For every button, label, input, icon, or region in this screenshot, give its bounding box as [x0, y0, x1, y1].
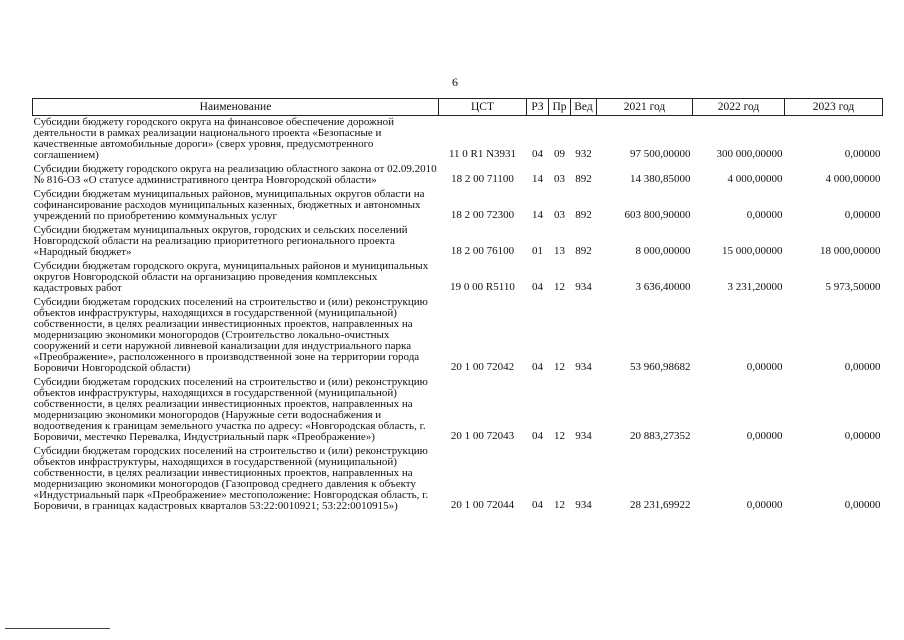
header-rz: РЗ	[527, 99, 549, 116]
header-2022: 2022 год	[693, 99, 785, 116]
row-2022: 300 000,00000	[716, 148, 783, 160]
row-cst: 20 1 00 72044	[450, 499, 515, 511]
row-ved: 934	[575, 499, 592, 511]
row-pr: 09	[554, 148, 565, 160]
row-ved: 932	[575, 148, 592, 160]
row-2021: 20 883,27352	[630, 430, 691, 442]
row-2023: 4 000,00000	[825, 173, 881, 185]
row-pr: 12	[554, 430, 565, 442]
row-2022: 0,00000	[746, 209, 783, 221]
row-rz: 01	[532, 245, 543, 257]
table-row	[33, 116, 883, 164]
row-2023: 18 000,00000	[820, 245, 881, 257]
row-cst: 20 1 00 72042	[450, 361, 515, 373]
budget-table	[32, 98, 883, 514]
row-2023: 5 973,50000	[825, 281, 881, 293]
row-pr: 03	[554, 173, 565, 185]
row-cst: 19 0 00 R5110	[450, 281, 515, 293]
header-ved: Вед	[571, 99, 597, 116]
row-name: Субсидии бюджетам муниципальных округов, городских и сельских поселений Новгородской области на реализацию приоритетного регионального проекта «Народный бюджет»	[33, 224, 408, 258]
header-2023: 2023 год	[785, 99, 883, 116]
row-name: Субсидии бюджетам городского округа, муниципальных районов и муниципальных округов Новгородской области на организацию проведения комплексных кадастровых работ	[33, 260, 429, 294]
row-cst: 18 2 00 76100	[450, 245, 515, 257]
row-ved: 892	[575, 209, 592, 221]
row-2022: 0,00000	[746, 361, 783, 373]
row-2022: 3 231,20000	[727, 281, 783, 293]
row-name: Субсидии бюджету городского округа на финансовое обеспечение дорожной деятельности в рамках реализации национального проекта «Безопасные и качественные автомобильные дороги» (сверх уровня, предусмотренного соглашением)	[33, 116, 394, 161]
row-2023: 0,00000	[844, 209, 881, 221]
row-2021: 14 380,85000	[630, 173, 691, 185]
row-name: Субсидии бюджету городского округа на реализацию областного закона от 02.09.2010 № 816-ОЗ «О статусе административного центра Новгородской области»	[33, 163, 437, 186]
row-2021: 3 636,40000	[635, 281, 691, 293]
row-ved: 934	[575, 430, 592, 442]
row-cst: 18 2 00 72300	[450, 209, 515, 221]
row-rz: 04	[532, 499, 543, 511]
row-name: Субсидии бюджетам городских поселений на строительство и (или) реконструкцию объектов инфраструктуры, находящихся в государственной (муниципальной) собственности, в целях реализации инвестиционных проектов, направленных на модернизацию экономики моногородов (Наружные сети водоснабжения и водоотведения к границам земельного участка по адресу: «Новгородская область, г. Боровичи, местечко Перевалка, Индустриальный парк «Преображение»)	[33, 376, 428, 443]
table-row	[33, 445, 883, 514]
row-rz: 14	[532, 209, 543, 221]
row-ved: 892	[575, 245, 592, 257]
row-2023: 0,00000	[844, 148, 881, 160]
row-2021: 97 500,00000	[630, 148, 691, 160]
row-2022: 4 000,00000	[727, 173, 783, 185]
row-2023: 0,00000	[844, 499, 881, 511]
row-pr: 12	[554, 361, 565, 373]
row-2022: 0,00000	[746, 499, 783, 511]
table-row	[33, 224, 883, 260]
row-2021: 53 960,98682	[630, 361, 691, 373]
row-pr: 13	[554, 245, 565, 257]
row-2021: 28 231,69922	[630, 499, 691, 511]
row-cst: 11 0 R1 N3931	[448, 148, 517, 160]
row-2023: 0,00000	[844, 361, 881, 373]
row-ved: 934	[575, 281, 592, 293]
row-rz: 04	[532, 361, 543, 373]
row-2021: 603 800,90000	[624, 209, 691, 221]
header-2021: 2021 год	[597, 99, 693, 116]
row-ved: 934	[575, 361, 592, 373]
table-row	[33, 260, 883, 296]
table-row	[33, 296, 883, 376]
header-pr: Пр	[549, 99, 571, 116]
row-name: Субсидии бюджетам городских поселений на строительство и (или) реконструкцию объектов инфраструктуры, находящихся в государственной (муниципальной) собственности, в целях реализации инвестиционных проектов, направленных на модернизацию экономики моногородов (Газопровод среднего давления к объекту «Индустриальный парк «Преображение» местоположение: Новгородская область, г. Боровичи, в границах кадастровых кварталов 53:22:0010921; 53:22:0010915»)	[33, 445, 429, 512]
row-pr: 12	[554, 499, 565, 511]
row-rz: 04	[532, 430, 543, 442]
row-pr: 12	[554, 281, 565, 293]
row-rz: 04	[532, 148, 543, 160]
page-number: 6	[452, 75, 458, 89]
row-2023: 0,00000	[844, 430, 881, 442]
row-name: Субсидии бюджетам муниципальных районов, муниципальных округов области на софинансирование расходов муниципальных казенных, бюджетных и автономных учреждений по приобретению коммунальных услуг	[33, 188, 425, 222]
row-rz: 14	[532, 173, 543, 185]
bottom-divider	[5, 628, 110, 629]
row-rz: 04	[532, 281, 543, 293]
row-2021: 8 000,00000	[635, 245, 691, 257]
table-row	[33, 376, 883, 445]
header-cst: ЦСТ	[439, 99, 527, 116]
row-cst: 18 2 00 71100	[451, 173, 514, 185]
row-name: Субсидии бюджетам городских поселений на строительство и (или) реконструкцию объектов инфраструктуры, находящихся в государственной (муниципальной) собственности, в целях реализации инвестиционных проектов, направленных на модернизацию экономики моногородов (Строительство локально-очистных сооружений и сети наружной ливневой канализации для индустриального парка «Преображение», расположенного в производственной зоне на территории города Боровичи Новгородской области)	[33, 296, 428, 374]
row-2022: 0,00000	[746, 430, 783, 442]
table-row	[33, 163, 883, 188]
row-2022: 15 000,00000	[722, 245, 783, 257]
row-pr: 03	[554, 209, 565, 221]
table-header-row	[33, 99, 883, 116]
header-name: Наименование	[33, 99, 439, 116]
row-cst: 20 1 00 72043	[450, 430, 515, 442]
row-ved: 892	[575, 173, 592, 185]
table-row	[33, 188, 883, 224]
